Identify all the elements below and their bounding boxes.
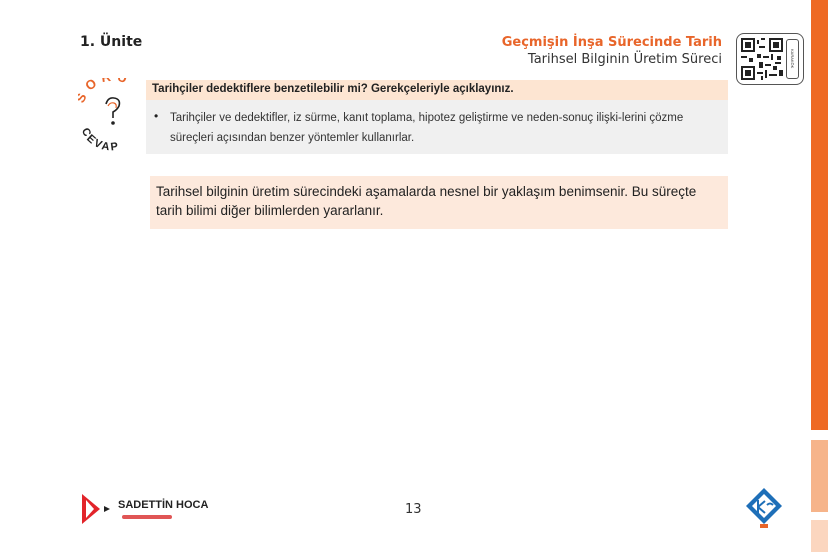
page-number: 13 xyxy=(405,502,422,517)
unit-label: 1. Ünite xyxy=(80,34,143,50)
kr-logo-icon xyxy=(744,486,784,530)
chapter-title: Geçmişin İnşa Sürecinde Tarih xyxy=(501,35,722,50)
edge-tab-primary xyxy=(811,0,828,430)
chapter-header xyxy=(502,34,722,68)
question-text: Tarihçiler dedektiflere benzetilebilir mi? Gerekçeleriyle açıklayınız. xyxy=(152,83,514,95)
cevap-text: CEVAP xyxy=(78,126,121,154)
sh-logo-icon xyxy=(80,492,116,526)
brand-logo xyxy=(80,492,220,526)
edge-tab-secondary xyxy=(811,440,828,512)
brand-name: SADETTİN HOCA xyxy=(118,499,209,511)
answer-bullet: • xyxy=(154,109,159,123)
youtube-badge-icon xyxy=(122,515,172,519)
answer-text: Tarihçiler ve dedektifler, iz sürme, kanıt toplama, hipotez geliştirme ve neden-sonuç ilişki-lerini çözme süreçleri açısından benzer yöntemler kullanırlar. xyxy=(170,112,684,144)
kr-logo xyxy=(744,486,784,530)
info-box xyxy=(150,176,728,229)
qr-side-label: KARAKÖK xyxy=(786,39,799,79)
qr-code-icon xyxy=(741,38,783,80)
soru-cevap-logo xyxy=(78,78,150,156)
soru-text: O U xyxy=(82,78,134,94)
svg-text:SORU xyxy=(78,78,134,105)
answer-box xyxy=(146,100,728,154)
qr-code-box[interactable] xyxy=(736,33,804,85)
info-text: Tarihsel bilginin üretim sürecindeki aşamalarda nesnel bir yaklaşım benimsenir. Bu süreçte tarih bilimi diğer bilimlerden yararlanır. xyxy=(156,184,697,218)
question-bar xyxy=(146,80,728,100)
svg-text:CEVAP xyxy=(79,126,121,153)
chapter-subtitle: Tarihsel Bilginin Üretim Süreci xyxy=(527,52,722,67)
edge-tab-tertiary xyxy=(811,520,828,552)
